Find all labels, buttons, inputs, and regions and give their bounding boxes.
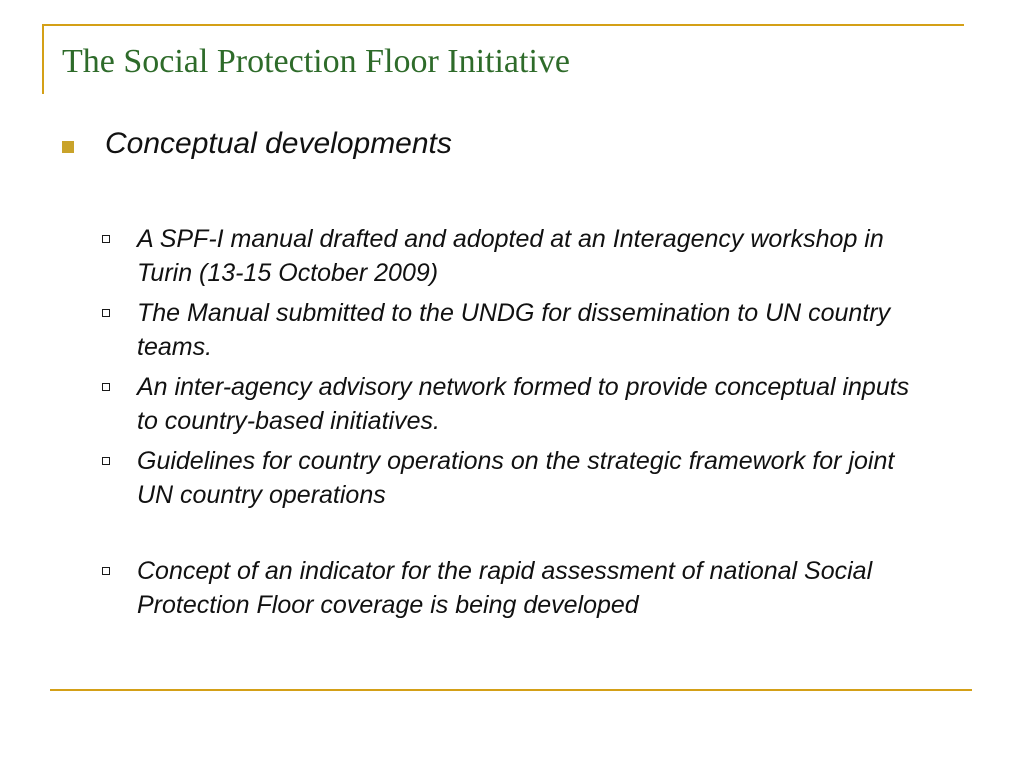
sub-bullet-text: A SPF-I manual drafted and adopted at an Interagency workshop in Turin (13-15 October 2009) (137, 225, 884, 287)
hollow-square-bullet-icon (102, 309, 110, 317)
sub-bullet-item (100, 296, 930, 364)
bottom-divider (50, 689, 972, 691)
sub-bullet-text: Guidelines for country operations on the strategic framework for joint UN country operations (137, 447, 895, 509)
slide-title: The Social Protection Floor Initiative (62, 43, 571, 80)
sub-bullet-item (100, 222, 930, 290)
hollow-square-bullet-icon (102, 235, 110, 243)
sub-bullet-text: Concept of an indicator for the rapid assessment of national Social Protection Floor coverage is being developed (137, 557, 873, 619)
filled-square-bullet-icon (62, 141, 74, 153)
heading-bullet-text: Conceptual developments (105, 127, 452, 160)
sub-bullet-list (100, 222, 930, 628)
heading-bullet-item (62, 124, 452, 164)
hollow-square-bullet-icon (102, 383, 110, 391)
hollow-square-bullet-icon (102, 457, 110, 465)
sub-bullet-item (100, 370, 930, 438)
sub-bullet-text: An inter-agency advisory network formed to provide conceptual inputs to country-based initiatives. (137, 373, 910, 435)
sub-bullet-item (100, 554, 930, 622)
top-divider (42, 24, 964, 26)
hollow-square-bullet-icon (102, 567, 110, 575)
sub-bullet-item (100, 444, 930, 512)
sub-bullet-text: The Manual submitted to the UNDG for dissemination to UN country teams. (137, 299, 891, 361)
title-left-divider (42, 24, 44, 94)
